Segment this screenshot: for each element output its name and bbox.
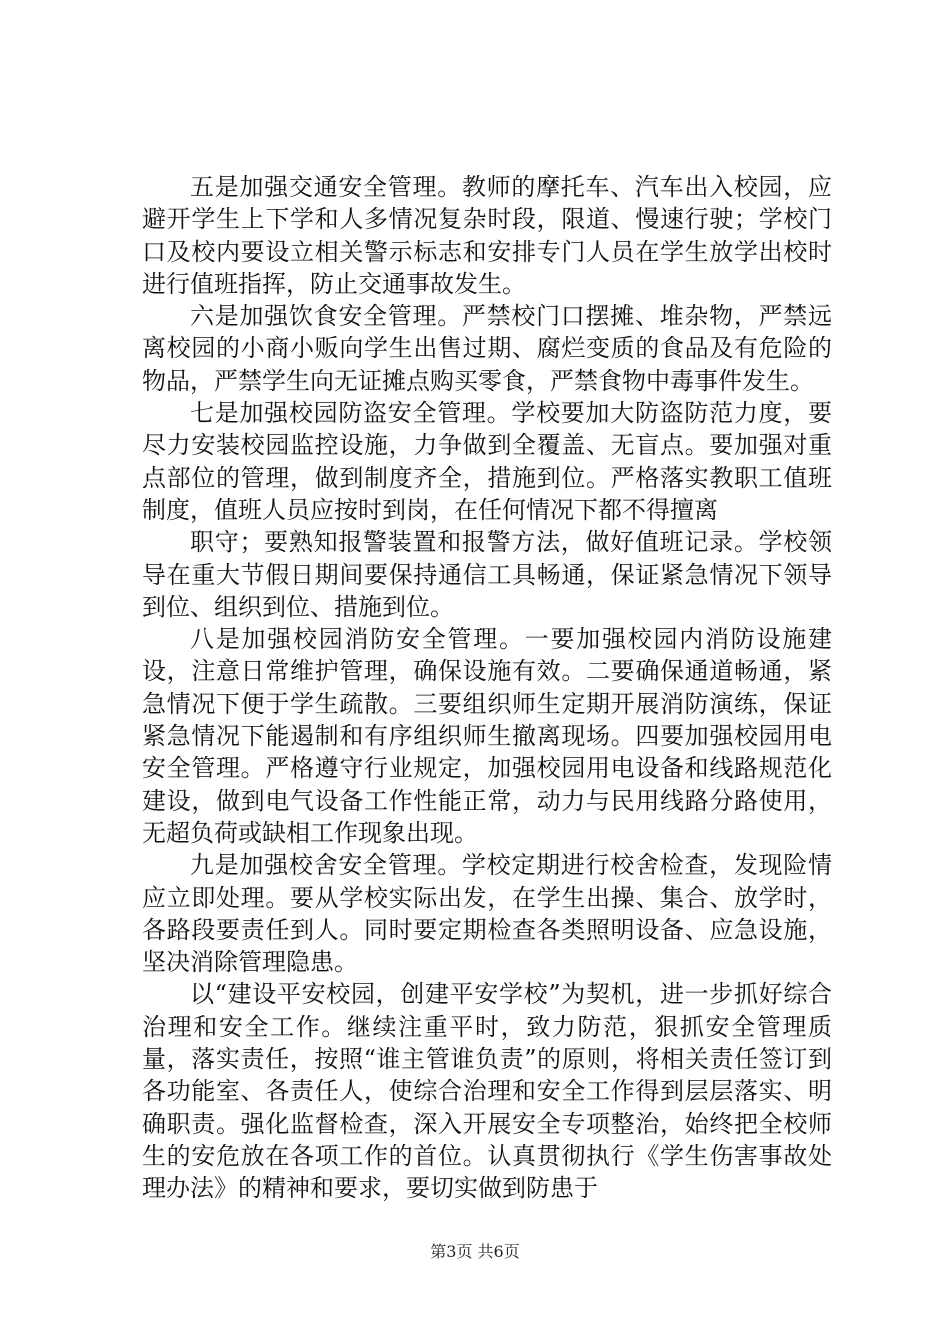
paragraph-comprehensive-governance: 以“建设平安校园，创建平安学校”为契机，进一步抓好综合治理和安全工作。继续注重平时，致力防范，狠抓安全管理质量，落实责任，按照“谁主管谁负责”的原则，将相关责任签订到各功能室、各责任人，使综合治理和安全工作得到层层落实、明确职责。强化监督检查，深入开展安全专项整治，始终把全校师生的安危放在各项工作的首位。认真贯彻执行《学生伤害事故处理办法》的精神和要求，要切实做到防患于 — [142, 980, 832, 1203]
paragraph-building-safety: 九是加强校舍安全管理。学校定期进行校舍检查，发现险情应立即处理。要从学校实际出发，在学生出操、集合、放学时，各路段要责任到人。同时要定期检查各类照明设备、应急设施，坚决消除管理隐患。 — [142, 851, 832, 977]
paragraph-theft-prevention: 七是加强校园防盗安全管理。学校要加大防盗防范力度，要尽力安装校园监控设施，力争做到全覆盖、无盲点。要加强对重点部位的管理，做到制度齐全，措施到位。严格落实教职工值班制度，值班人员应按时到岗，在任何情况下都不得擅离 — [142, 399, 832, 524]
paragraph-food-safety: 六是加强饮食安全管理。严禁校门口摆摊、堆杂物，严禁远离校园的小商小贩向学生出售过期、腐烂变质的食品及有危险的物品，严禁学生向无证摊点购买零食，严禁食物中毒事件发生。 — [142, 302, 832, 395]
paragraph-duty-continuation: 职守；要熟知报警装置和报警方法，做好值班记录。学校领导在重大节假日期间要保持通信工具畅通，保证紧急情况下领导到位、组织到位、措施到位。 — [142, 528, 832, 621]
page-footer: 第3页 共6页 — [430, 1242, 520, 1261]
paragraph-traffic-safety: 五是加强交通安全管理。教师的摩托车、汽车出入校园，应避开学生上下学和人多情况复杂时段，限道、慢速行驶；学校门口及校内要设立相关警示标志和安排专门人员在学生放学出校时进行值班指挥，防止交通事故发生。 — [142, 173, 832, 298]
body-text — [142, 171, 832, 1205]
paragraph-fire-safety: 八是加强校园消防安全管理。一要加强校园内消防设施建设，注意日常维护管理，确保设施有效。二要确保通道畅通，紧急情况下便于学生疏散。三要组织师生定期开展消防演练，保证紧急情况下能遏制和有序组织师生撤离现场。四要加强校园用电安全管理。严格遵守行业规定，加强校园用电设备和线路规范化建设，做到电气设备工作性能正常，动力与民用线路分路使用，无超负荷或缺相工作现象出现。 — [142, 625, 832, 847]
